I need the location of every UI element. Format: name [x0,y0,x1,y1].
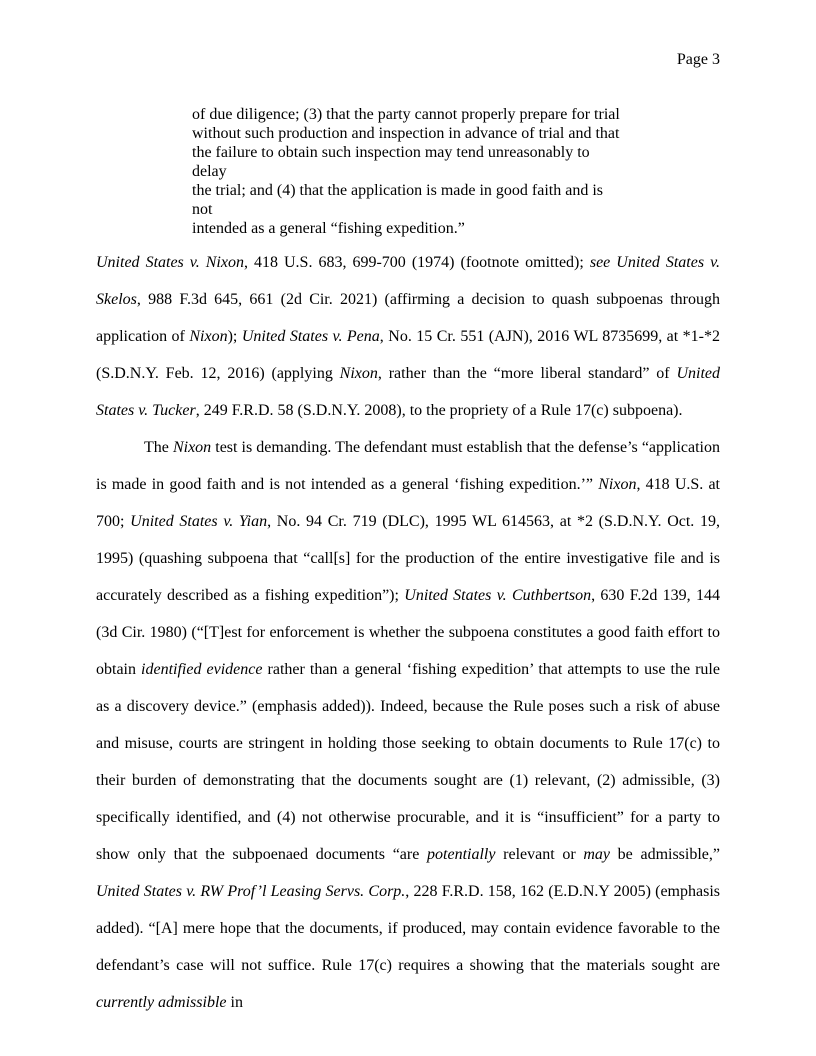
italic-text-run: United States v. Cuthbertson [404,587,592,604]
text-run: , 418 U.S. at 700; [96,476,721,530]
italic-text-run: identified evidence [141,661,263,678]
quote-line: the failure to obtain such inspection may tend unreasonably to delay [192,144,590,180]
text-run: , 988 F.3d 645, 661 (2d Cir. 2021) (affirming a decision to quash subpoenas through application of [96,291,720,345]
text-run: relevant or [495,846,584,863]
italic-text-run: see United States v. Skelos [96,254,721,308]
italic-text-run: United States v. Tucker [96,365,721,419]
text-run: ); [227,328,242,345]
quote-line: of due diligence; (3) that the party cannot properly prepare for trial [192,106,620,123]
italic-text-run: potentially [427,846,496,863]
italic-text-run: currently admissible [96,994,227,1011]
italic-text-run: Nixon [339,365,378,382]
italic-text-run: Nixon [598,476,637,493]
text-run: The [144,439,173,456]
text-run: , rather than the “more liberal standard” of [377,365,677,382]
paragraph-nixon-test [96,429,720,1021]
text-run: in [226,994,243,1011]
italic-text-run: United States v. RW Prof’l Leasing Servs. Corp. [96,883,406,900]
quote-line: the trial; and (4) that the application is made in good faith and is not [192,182,603,218]
text-run: , 228 F.R.D. 158, 162 (E.D.N.Y 2005) (emphasis added). “[A] mere hope that the documents, if produced, may contain evidence favorable to the defendant’s case will not suffice. Rule 17(c) requires a showing that the materials sought are [96,883,720,974]
italic-text-run: Nixon [189,328,228,345]
text-run: , 249 F.R.D. 58 (S.D.N.Y. 2008), to the propriety of a Rule 17(c) subpoena). [195,402,683,419]
text-run: test is demanding. The defendant must establish that the defense’s “application is made in good faith and is not intended as a general ‘fishing expedition.’” [96,439,721,493]
text-run: be admissible,” [610,846,720,863]
text-run: , 630 F.2d 139, 144 (3d Cir. 1980) (“[T]est for enforcement is whether the subpoena constitutes a good faith effort to obtain [96,587,721,678]
text-run: , No. 15 Cr. 551 (AJN), 2016 WL 8735699, at *1-*2 (S.D.N.Y. Feb. 12, 2016) (applying [96,328,721,382]
text-run: rather than a general ‘fishing expedition’ that attempts to use the rule as a discovery device.” (emphasis added)). Indeed, because the Rule poses such a risk of abuse and misuse, courts are stringent in holding those seeking to obtain documents to Rule 17(c) to their burden of demonstrating that the documents sought are (1) relevant, (2) admissible, (3) specifically identified, and (4) not otherwise procurable, and it is “insufficient” for a party to show only that the subpoenaed documents “are [96,661,720,863]
italic-text-run: United States v. Nixon [96,254,244,271]
block-quote [192,105,624,238]
quote-line: intended as a general “fishing expedition.” [192,220,465,237]
page-number: Page 3 [676,51,720,68]
italic-text-run: United States v. Pena [241,328,380,345]
quote-line: without such production and inspection in advance of trial and that [192,125,620,142]
text-run: , 418 U.S. 683, 699-700 (1974) (footnote omitted); [243,254,590,271]
italic-text-run: may [583,846,610,863]
italic-text-run: United States v. Yian [130,513,268,530]
text-run: , No. 94 Cr. 719 (DLC), 1995 WL 614563, at *2 (S.D.N.Y. Oct. 19, 1995) (quashing subpoena that “call[s] for the production of the entire investigative file and is accurately described as a fishing expedition”); [96,513,720,604]
paragraph-citations [96,244,720,429]
italic-text-run: Nixon [172,439,212,456]
